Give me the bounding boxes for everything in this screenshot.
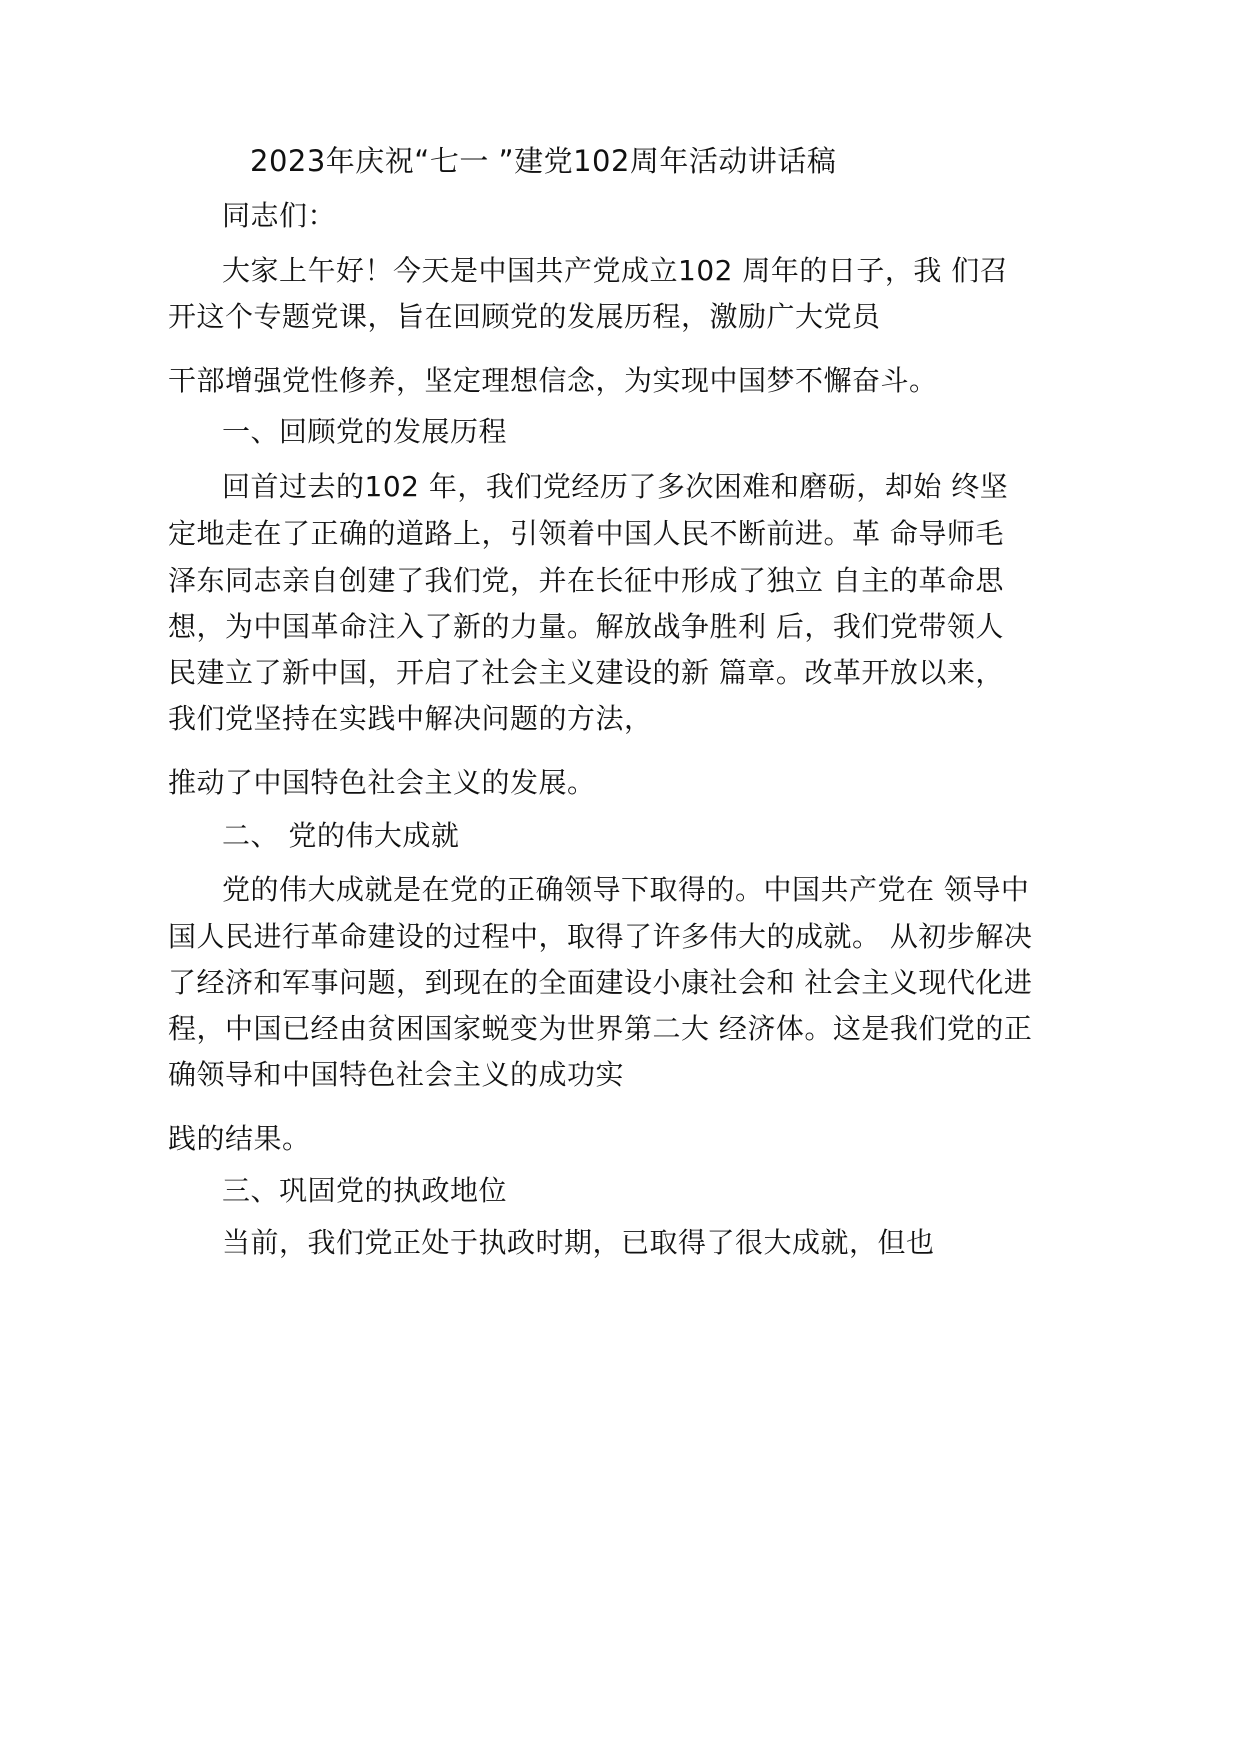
section-heading-3: 三、巩固党的执政地位 <box>222 1174 508 1207</box>
body-line: 开这个专题党课，旨在回顾党的发展历程，激励广大党员 <box>168 300 881 333</box>
section-heading-2: 二、 党的伟大成就 <box>222 819 460 852</box>
body-line: 践的结果。 <box>168 1122 311 1155</box>
body-line: 程，中国已经由贫困国家蜕变为世界第二大 经济体。这是我们党的正 <box>168 1012 1033 1045</box>
document-title: 2023年庆祝“七一 ”建党102周年活动讲话稿 <box>250 144 837 178</box>
body-line: 回首过去的102 年，我们党经历了多次困难和磨砺，却始 终坚 <box>222 470 1009 503</box>
body-line: 了经济和军事问题，到现在的全面建设小康社会和 社会主义现代化进 <box>168 966 1033 999</box>
body-line: 我们党坚持在实践中解决问题的方法， <box>168 702 653 735</box>
section-heading-1: 一、回顾党的发展历程 <box>222 415 508 448</box>
body-line: 定地走在了正确的道路上，引领着中国人民不断前进。革 命导师毛 <box>168 517 1004 550</box>
body-line: 泽东同志亲自创建了我们党，并在长征中形成了独立 自主的革命思 <box>168 564 1004 597</box>
body-line: 民建立了新中国，开启了社会主义建设的新 篇章。改革开放以来， <box>168 656 1004 689</box>
body-line: 干部增强党性修养，坚定理想信念，为实现中国梦不懈奋斗。 <box>168 364 938 397</box>
body-line: 国人民进行革命建设的过程中，取得了许多伟大的成就。 从初步解决 <box>168 920 1033 953</box>
body-line: 想，为中国革命注入了新的力量。解放战争胜利 后，我们党带领人 <box>168 610 1004 643</box>
body-line: 推动了中国特色社会主义的发展。 <box>168 766 596 799</box>
body-line: 当前，我们党正处于执政时期，已取得了很大成就，但也 <box>222 1226 935 1259</box>
body-line: 确领导和中国特色社会主义的成功实 <box>168 1058 625 1091</box>
body-line: 大家上午好！今天是中国共产党成立102 周年的日子，我 们召 <box>222 254 1009 287</box>
body-line: 党的伟大成就是在党的正确领导下取得的。中国共产党在 领导中 <box>222 873 1030 906</box>
salutation: 同志们： <box>222 199 337 232</box>
